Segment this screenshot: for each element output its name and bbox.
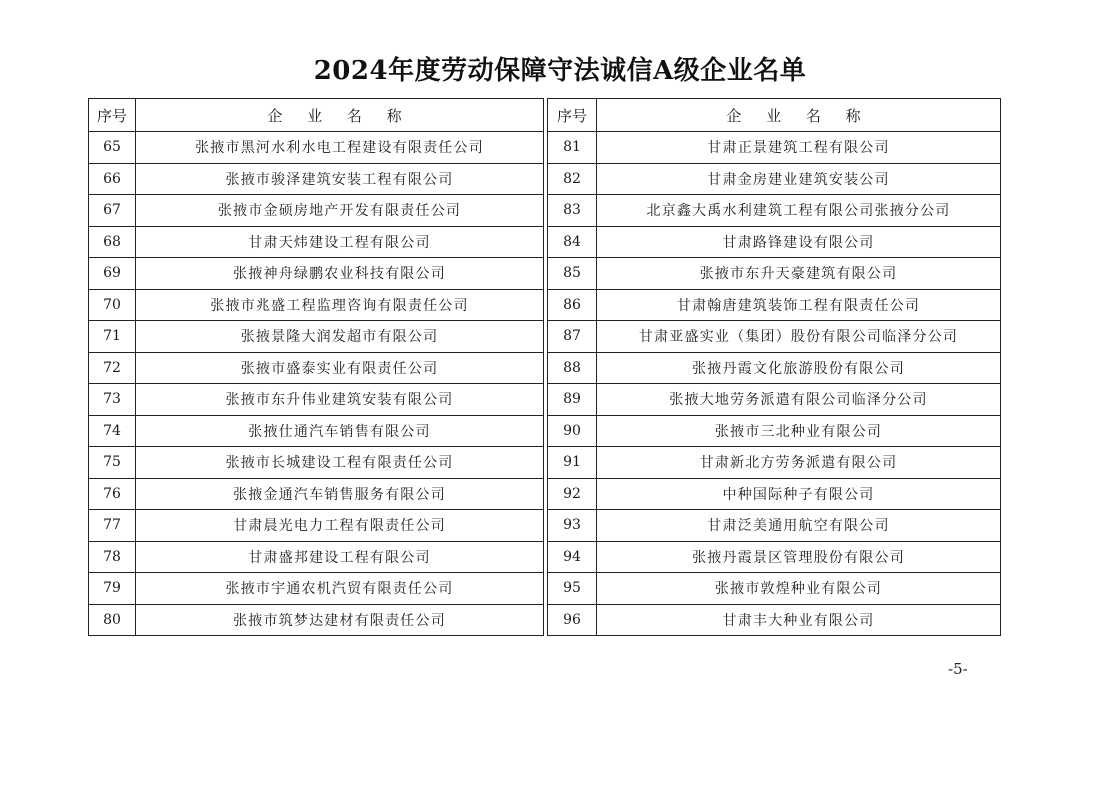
seq-right-cell: 82 xyxy=(548,163,597,195)
company-name-left-cell: 张掖市盛泰实业有限责任公司 xyxy=(136,352,544,384)
seq-right-cell: 92 xyxy=(548,478,597,510)
company-name-left-cell: 甘肃盛邦建设工程有限公司 xyxy=(136,541,544,573)
table-row xyxy=(89,415,1001,447)
company-name-left-cell: 张掖市宇通农机汽贸有限责任公司 xyxy=(136,573,544,605)
seq-left-cell: 74 xyxy=(89,415,136,447)
table-row xyxy=(89,289,1001,321)
company-name-left-cell: 张掖景隆大润发超市有限公司 xyxy=(136,321,544,353)
table-row xyxy=(89,478,1001,510)
table-row xyxy=(89,321,1001,353)
table-body xyxy=(89,132,1001,636)
page-number: -5- xyxy=(948,660,968,678)
company-name-left-cell: 张掖神舟绿鹏农业科技有限公司 xyxy=(136,258,544,290)
seq-right-cell: 84 xyxy=(548,226,597,258)
seq-left-cell: 73 xyxy=(89,384,136,416)
company-name-right-cell: 甘肃丰大种业有限公司 xyxy=(597,604,1001,636)
seq-right-cell: 95 xyxy=(548,573,597,605)
company-name-left-cell: 张掖市兆盛工程监理咨询有限责任公司 xyxy=(136,289,544,321)
company-name-right-cell: 张掖丹霞文化旅游股份有限公司 xyxy=(597,352,1001,384)
company-name-right-cell: 张掖丹霞景区管理股份有限公司 xyxy=(597,541,1001,573)
seq-left-cell: 70 xyxy=(89,289,136,321)
seq-left-cell: 75 xyxy=(89,447,136,479)
header-name-left: 企 业 名 称 xyxy=(136,99,544,132)
seq-left-cell: 65 xyxy=(89,132,136,164)
company-name-left-cell: 甘肃晨光电力工程有限责任公司 xyxy=(136,510,544,542)
header-name-right: 企 业 名 称 xyxy=(597,99,1001,132)
seq-right-cell: 93 xyxy=(548,510,597,542)
seq-left-cell: 78 xyxy=(89,541,136,573)
seq-left-cell: 77 xyxy=(89,510,136,542)
company-name-left-cell: 张掖金通汽车销售服务有限公司 xyxy=(136,478,544,510)
company-name-left-cell: 张掖市东升伟业建筑安装有限公司 xyxy=(136,384,544,416)
company-name-right-cell: 北京鑫大禹水利建筑工程有限公司张掖分公司 xyxy=(597,195,1001,227)
table-header-row xyxy=(89,99,1001,132)
company-name-left-cell: 张掖市长城建设工程有限责任公司 xyxy=(136,447,544,479)
seq-left-cell: 72 xyxy=(89,352,136,384)
company-name-right-cell: 甘肃新北方劳务派遣有限公司 xyxy=(597,447,1001,479)
company-name-right-cell: 张掖市东升天豪建筑有限公司 xyxy=(597,258,1001,290)
table-row xyxy=(89,258,1001,290)
seq-right-cell: 88 xyxy=(548,352,597,384)
seq-right-cell: 91 xyxy=(548,447,597,479)
table-row xyxy=(89,226,1001,258)
seq-right-cell: 87 xyxy=(548,321,597,353)
company-name-right-cell: 中种国际种子有限公司 xyxy=(597,478,1001,510)
header-seq-left: 序号 xyxy=(89,99,136,132)
company-name-right-cell: 张掖市敦煌种业有限公司 xyxy=(597,573,1001,605)
table-row xyxy=(89,132,1001,164)
seq-left-cell: 67 xyxy=(89,195,136,227)
company-name-left-cell: 甘肃天炜建设工程有限公司 xyxy=(136,226,544,258)
company-name-left-cell: 张掖市金硕房地产开发有限责任公司 xyxy=(136,195,544,227)
company-name-right-cell: 张掖市三北种业有限公司 xyxy=(597,415,1001,447)
table-row xyxy=(89,195,1001,227)
seq-left-cell: 71 xyxy=(89,321,136,353)
seq-right-cell: 85 xyxy=(548,258,597,290)
table-row xyxy=(89,163,1001,195)
seq-left-cell: 76 xyxy=(89,478,136,510)
company-name-left-cell: 张掖市黑河水利水电工程建设有限责任公司 xyxy=(136,132,544,164)
table-row xyxy=(89,573,1001,605)
seq-right-cell: 94 xyxy=(548,541,597,573)
seq-left-cell: 79 xyxy=(89,573,136,605)
table-row xyxy=(89,384,1001,416)
seq-right-cell: 86 xyxy=(548,289,597,321)
company-name-left-cell: 张掖市骏泽建筑安装工程有限公司 xyxy=(136,163,544,195)
table-row xyxy=(89,604,1001,636)
table-row xyxy=(89,447,1001,479)
seq-left-cell: 66 xyxy=(89,163,136,195)
page-title: 2024年度劳动保障守法诚信A级企业名单 xyxy=(313,56,807,86)
company-name-right-cell: 甘肃翰唐建筑装饰工程有限责任公司 xyxy=(597,289,1001,321)
table-row xyxy=(89,510,1001,542)
table-row xyxy=(89,352,1001,384)
seq-right-cell: 96 xyxy=(548,604,597,636)
company-name-left-cell: 张掖仕通汽车销售有限公司 xyxy=(136,415,544,447)
enterprise-table xyxy=(88,98,1001,636)
seq-right-cell: 89 xyxy=(548,384,597,416)
company-name-right-cell: 甘肃金房建业建筑安装公司 xyxy=(597,163,1001,195)
seq-left-cell: 68 xyxy=(89,226,136,258)
table-row xyxy=(89,541,1001,573)
company-name-right-cell: 甘肃亚盛实业（集团）股份有限公司临泽分公司 xyxy=(597,321,1001,353)
header-seq-right: 序号 xyxy=(548,99,597,132)
company-name-right-cell: 甘肃路锋建设有限公司 xyxy=(597,226,1001,258)
seq-right-cell: 90 xyxy=(548,415,597,447)
seq-left-cell: 80 xyxy=(89,604,136,636)
company-name-left-cell: 张掖市筑梦达建材有限责任公司 xyxy=(136,604,544,636)
seq-left-cell: 69 xyxy=(89,258,136,290)
seq-right-cell: 81 xyxy=(548,132,597,164)
company-name-right-cell: 张掖大地劳务派遣有限公司临泽分公司 xyxy=(597,384,1001,416)
company-name-right-cell: 甘肃正景建筑工程有限公司 xyxy=(597,132,1001,164)
seq-right-cell: 83 xyxy=(548,195,597,227)
company-name-right-cell: 甘肃泛美通用航空有限公司 xyxy=(597,510,1001,542)
